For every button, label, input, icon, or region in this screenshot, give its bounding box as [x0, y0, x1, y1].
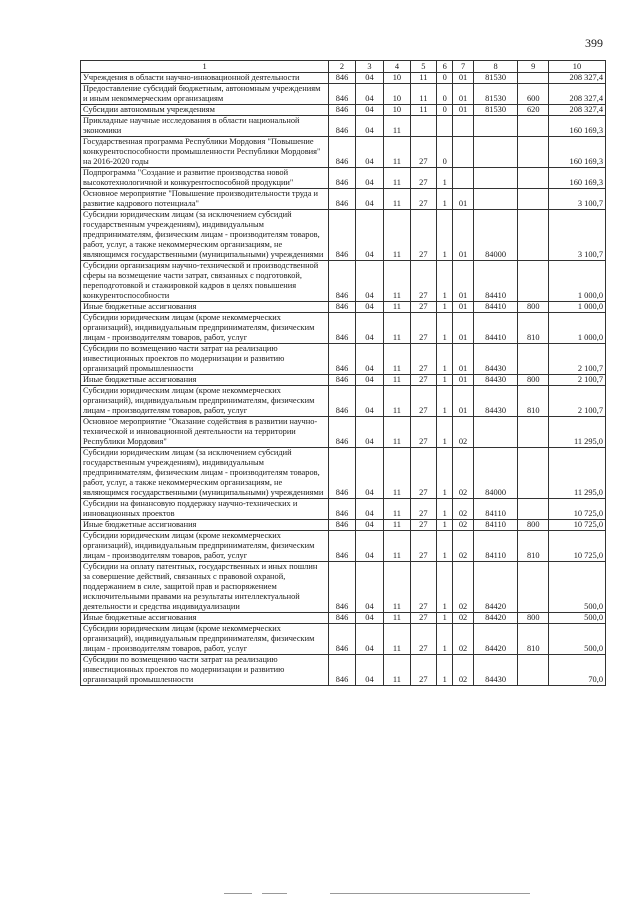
row-code-cell: 02: [453, 531, 473, 562]
row-code-cell: [453, 168, 473, 189]
row-amount-cell: 160 169,3: [548, 137, 605, 168]
row-code-cell: 11: [384, 520, 410, 531]
row-code-cell: 11: [384, 116, 410, 137]
row-name-cell: Субсидии юридическим лицам (кроме некоммерческих организаций), индивидуальным предпринимателям, физическим лицам - производителям товаров, работ, услуг: [81, 531, 329, 562]
row-code-cell: 27: [410, 302, 436, 313]
row-code-cell: 846: [329, 417, 355, 448]
column-header-6: 6: [437, 61, 453, 73]
row-code-cell: 04: [355, 116, 383, 137]
row-code-cell: 10: [384, 105, 410, 116]
row-name-cell: Субсидии на оплату патентных, государственных и иных пошлин за совершение действий, связанных с правовой охраной, поддержанием в силе, защитой прав и распоряжением исключительными правами на результаты интеллектуальной деятельности и средства индивидуализации: [81, 562, 329, 613]
row-code-cell: 04: [355, 624, 383, 655]
row-code-cell: 846: [329, 375, 355, 386]
row-code-cell: 0: [437, 137, 453, 168]
row-code-cell: 810: [518, 531, 549, 562]
row-amount-cell: 3 100,7: [548, 189, 605, 210]
row-code-cell: 0: [437, 73, 453, 84]
row-name-cell: Субсидии юридическим лицам (кроме некоммерческих организаций), индивидуальным предпринимателям, физическим лицам - производителям товаров, работ, услуг: [81, 624, 329, 655]
table-body: [81, 73, 606, 686]
row-code-cell: 846: [329, 386, 355, 417]
row-code-cell: 27: [410, 261, 436, 302]
row-code-cell: 27: [410, 655, 436, 686]
table-row: [81, 116, 606, 137]
footer-rule: [224, 893, 252, 894]
row-code-cell: 84410: [473, 302, 518, 313]
row-code-cell: 846: [329, 210, 355, 261]
header-row: [81, 61, 606, 73]
row-code-cell: [437, 116, 453, 137]
row-code-cell: 04: [355, 344, 383, 375]
row-code-cell: 1: [437, 624, 453, 655]
row-amount-cell: 3 100,7: [548, 210, 605, 261]
row-code-cell: [453, 137, 473, 168]
column-header-5: 5: [410, 61, 436, 73]
column-header-4: 4: [384, 61, 410, 73]
table-row: [81, 531, 606, 562]
row-code-cell: 81530: [473, 84, 518, 105]
row-code-cell: 01: [453, 189, 473, 210]
row-code-cell: 620: [518, 105, 549, 116]
column-header-9: 9: [518, 61, 549, 73]
row-code-cell: 11: [384, 168, 410, 189]
row-code-cell: 1: [437, 655, 453, 686]
page-number: 399: [585, 36, 603, 50]
row-name-cell: Прикладные научные исследования в области национальной экономики: [81, 116, 329, 137]
row-code-cell: 04: [355, 84, 383, 105]
row-code-cell: 11: [384, 624, 410, 655]
row-code-cell: 27: [410, 344, 436, 375]
row-amount-cell: 160 169,3: [548, 116, 605, 137]
table-row: [81, 562, 606, 613]
row-code-cell: 10: [384, 73, 410, 84]
row-code-cell: 11: [384, 189, 410, 210]
row-code-cell: 11: [384, 302, 410, 313]
row-code-cell: [518, 73, 549, 84]
row-amount-cell: 10 725,0: [548, 499, 605, 520]
row-code-cell: 04: [355, 137, 383, 168]
table-row: [81, 84, 606, 105]
row-code-cell: 846: [329, 189, 355, 210]
row-code-cell: 846: [329, 73, 355, 84]
row-code-cell: 1: [437, 562, 453, 613]
footer-rule: [330, 893, 530, 894]
row-code-cell: 846: [329, 344, 355, 375]
row-code-cell: 11: [384, 313, 410, 344]
row-code-cell: 0: [437, 84, 453, 105]
table-row: [81, 448, 606, 499]
row-code-cell: 11: [384, 386, 410, 417]
row-code-cell: 11: [384, 613, 410, 624]
row-amount-cell: 10 725,0: [548, 520, 605, 531]
row-code-cell: 11: [384, 375, 410, 386]
row-code-cell: [518, 344, 549, 375]
column-header-1: 1: [81, 61, 329, 73]
row-code-cell: 84430: [473, 655, 518, 686]
row-code-cell: 84430: [473, 375, 518, 386]
row-name-cell: Иные бюджетные ассигнования: [81, 613, 329, 624]
row-code-cell: [518, 210, 549, 261]
row-code-cell: 846: [329, 105, 355, 116]
row-code-cell: 27: [410, 375, 436, 386]
row-name-cell: Субсидии юридическим лицам (кроме некоммерческих организаций), индивидуальным предпринимателям, физическим лицам - производителям товаров, работ, услуг: [81, 313, 329, 344]
row-code-cell: 1: [437, 499, 453, 520]
row-code-cell: 84410: [473, 313, 518, 344]
row-name-cell: Основное мероприятие "Оказание содействия в развитии научно-технической и инновационной деятельности на территории Республики Мордовия": [81, 417, 329, 448]
row-code-cell: 846: [329, 531, 355, 562]
row-code-cell: 11: [384, 210, 410, 261]
table-row: [81, 168, 606, 189]
row-code-cell: 810: [518, 386, 549, 417]
row-name-cell: Иные бюджетные ассигнования: [81, 520, 329, 531]
table-row: [81, 73, 606, 84]
row-code-cell: 11: [384, 137, 410, 168]
table-row: [81, 655, 606, 686]
table-row: [81, 624, 606, 655]
row-name-cell: Основное мероприятие "Повышение производительности труда и развитие кадрового потенциала": [81, 189, 329, 210]
row-code-cell: 846: [329, 655, 355, 686]
row-code-cell: 01: [453, 302, 473, 313]
row-code-cell: 1: [437, 386, 453, 417]
row-code-cell: 846: [329, 313, 355, 344]
row-name-cell: Учреждения в области научно-инновационной деятельности: [81, 73, 329, 84]
row-code-cell: 27: [410, 499, 436, 520]
row-code-cell: 0: [437, 105, 453, 116]
row-code-cell: 846: [329, 499, 355, 520]
row-code-cell: 11: [410, 105, 436, 116]
row-code-cell: 04: [355, 520, 383, 531]
table-row: [81, 344, 606, 375]
row-code-cell: 84420: [473, 624, 518, 655]
row-code-cell: [410, 116, 436, 137]
row-name-cell: Субсидии автономным учреждениям: [81, 105, 329, 116]
row-amount-cell: 1 000,0: [548, 261, 605, 302]
row-amount-cell: 500,0: [548, 613, 605, 624]
row-code-cell: [518, 261, 549, 302]
row-code-cell: [518, 655, 549, 686]
footer-rule: [262, 893, 287, 894]
row-name-cell: Государственная программа Республики Мордовия "Повышение конкурентоспособности промышленности Республики Мордовия" на 2016-2020 годы: [81, 137, 329, 168]
column-header-8: 8: [473, 61, 518, 73]
row-name-cell: Иные бюджетные ассигнования: [81, 375, 329, 386]
row-code-cell: 01: [453, 210, 473, 261]
row-code-cell: 846: [329, 116, 355, 137]
row-amount-cell: 500,0: [548, 562, 605, 613]
row-code-cell: [518, 189, 549, 210]
row-code-cell: 1: [437, 531, 453, 562]
row-code-cell: 04: [355, 499, 383, 520]
row-amount-cell: 2 100,7: [548, 375, 605, 386]
row-code-cell: 810: [518, 624, 549, 655]
row-code-cell: 846: [329, 137, 355, 168]
row-code-cell: 01: [453, 344, 473, 375]
row-code-cell: 27: [410, 613, 436, 624]
row-code-cell: 84410: [473, 261, 518, 302]
row-amount-cell: 10 725,0: [548, 531, 605, 562]
row-code-cell: 84110: [473, 499, 518, 520]
row-amount-cell: 11 295,0: [548, 417, 605, 448]
row-code-cell: 10: [384, 84, 410, 105]
row-code-cell: [518, 137, 549, 168]
row-code-cell: 27: [410, 531, 436, 562]
row-code-cell: 04: [355, 655, 383, 686]
row-name-cell: Иные бюджетные ассигнования: [81, 302, 329, 313]
row-amount-cell: 1 000,0: [548, 302, 605, 313]
table-row: [81, 313, 606, 344]
row-code-cell: 11: [384, 448, 410, 499]
row-code-cell: 81530: [473, 73, 518, 84]
table-row: [81, 417, 606, 448]
row-code-cell: 11: [384, 499, 410, 520]
row-code-cell: 02: [453, 613, 473, 624]
row-code-cell: [473, 137, 518, 168]
row-code-cell: 04: [355, 302, 383, 313]
row-code-cell: 02: [453, 655, 473, 686]
row-code-cell: 01: [453, 375, 473, 386]
row-amount-cell: 160 169,3: [548, 168, 605, 189]
table-row: [81, 105, 606, 116]
row-name-cell: Субсидии по возмещению части затрат на реализацию инвестиционных проектов по модернизации и развитию организаций промышленности: [81, 655, 329, 686]
row-code-cell: [473, 116, 518, 137]
row-code-cell: 04: [355, 448, 383, 499]
row-code-cell: [518, 417, 549, 448]
row-code-cell: 810: [518, 313, 549, 344]
row-amount-cell: 70,0: [548, 655, 605, 686]
row-code-cell: 04: [355, 562, 383, 613]
row-code-cell: 27: [410, 168, 436, 189]
row-code-cell: 02: [453, 499, 473, 520]
column-header-3: 3: [355, 61, 383, 73]
row-code-cell: 1: [437, 168, 453, 189]
row-code-cell: 846: [329, 84, 355, 105]
row-code-cell: 01: [453, 386, 473, 417]
row-code-cell: 800: [518, 613, 549, 624]
row-code-cell: 04: [355, 417, 383, 448]
row-code-cell: 1: [437, 344, 453, 375]
row-code-cell: 04: [355, 531, 383, 562]
row-code-cell: 27: [410, 386, 436, 417]
row-code-cell: 81530: [473, 105, 518, 116]
row-code-cell: 1: [437, 189, 453, 210]
table-row: [81, 375, 606, 386]
row-amount-cell: 208 327,4: [548, 84, 605, 105]
row-amount-cell: 208 327,4: [548, 73, 605, 84]
column-header-10: 10: [548, 61, 605, 73]
row-code-cell: 04: [355, 375, 383, 386]
row-code-cell: 1: [437, 261, 453, 302]
row-code-cell: [473, 189, 518, 210]
row-code-cell: 800: [518, 302, 549, 313]
row-code-cell: 11: [384, 531, 410, 562]
row-code-cell: 800: [518, 520, 549, 531]
row-code-cell: 11: [410, 73, 436, 84]
row-code-cell: 84420: [473, 613, 518, 624]
row-code-cell: 1: [437, 210, 453, 261]
row-code-cell: 84110: [473, 531, 518, 562]
row-code-cell: 04: [355, 386, 383, 417]
row-code-cell: 1: [437, 313, 453, 344]
row-code-cell: 01: [453, 73, 473, 84]
row-amount-cell: 2 100,7: [548, 344, 605, 375]
row-code-cell: 01: [453, 84, 473, 105]
row-code-cell: 84000: [473, 448, 518, 499]
row-code-cell: [518, 448, 549, 499]
row-amount-cell: 500,0: [548, 624, 605, 655]
row-code-cell: 27: [410, 417, 436, 448]
row-name-cell: Субсидии юридическим лицам (за исключением субсидий государственным учреждениям), индивидуальным предпринимателям, физическим лицам - производителям товаров, работ, услуг, а также некоммерческим организациям, не являющимся государственными (муниципальными) учреждениями: [81, 448, 329, 499]
row-code-cell: 27: [410, 313, 436, 344]
row-code-cell: 04: [355, 210, 383, 261]
row-code-cell: [518, 499, 549, 520]
table-row: [81, 520, 606, 531]
row-code-cell: 11: [384, 655, 410, 686]
row-code-cell: [473, 417, 518, 448]
row-code-cell: 846: [329, 302, 355, 313]
row-name-cell: Предоставление субсидий бюджетным, автономным учреждениям и иным некоммерческим организациям: [81, 84, 329, 105]
row-code-cell: 04: [355, 73, 383, 84]
row-code-cell: 27: [410, 189, 436, 210]
row-code-cell: 04: [355, 261, 383, 302]
row-code-cell: 11: [384, 562, 410, 613]
row-code-cell: 11: [384, 261, 410, 302]
row-code-cell: 846: [329, 168, 355, 189]
row-code-cell: 27: [410, 448, 436, 499]
row-code-cell: 846: [329, 562, 355, 613]
row-code-cell: 02: [453, 520, 473, 531]
row-code-cell: [518, 116, 549, 137]
row-code-cell: 02: [453, 624, 473, 655]
row-code-cell: 02: [453, 417, 473, 448]
row-code-cell: 27: [410, 520, 436, 531]
row-amount-cell: 2 100,7: [548, 386, 605, 417]
row-code-cell: 800: [518, 375, 549, 386]
row-code-cell: 02: [453, 448, 473, 499]
row-code-cell: 846: [329, 613, 355, 624]
row-code-cell: 1: [437, 375, 453, 386]
row-code-cell: 11: [384, 344, 410, 375]
column-header-2: 2: [329, 61, 355, 73]
row-code-cell: 600: [518, 84, 549, 105]
budget-table: [80, 60, 606, 686]
row-code-cell: 04: [355, 168, 383, 189]
table-row: [81, 613, 606, 624]
table-row: [81, 261, 606, 302]
row-code-cell: 04: [355, 105, 383, 116]
row-code-cell: 27: [410, 137, 436, 168]
row-name-cell: Субсидии организациям научно-технической и производственной сферы на возмещение части затрат, связанных с подготовкой, переподготовкой и стажировкой кадров в целях повышения конкурентоспособности: [81, 261, 329, 302]
row-code-cell: 1: [437, 520, 453, 531]
row-code-cell: 04: [355, 189, 383, 210]
row-code-cell: 846: [329, 448, 355, 499]
row-code-cell: 84430: [473, 386, 518, 417]
row-code-cell: 01: [453, 313, 473, 344]
row-code-cell: 11: [384, 417, 410, 448]
row-code-cell: 84430: [473, 344, 518, 375]
row-code-cell: 846: [329, 520, 355, 531]
row-name-cell: Субсидии юридическим лицам (кроме некоммерческих организаций), индивидуальным предпринимателям, физическим лицам - производителям товаров, работ, услуг: [81, 386, 329, 417]
row-code-cell: 84110: [473, 520, 518, 531]
table-row: [81, 210, 606, 261]
row-code-cell: 84000: [473, 210, 518, 261]
table-row: [81, 386, 606, 417]
table-row: [81, 302, 606, 313]
row-code-cell: 11: [410, 84, 436, 105]
row-name-cell: Субсидии юридическим лицам (за исключением субсидий государственным учреждениям), индивидуальным предпринимателям, физическим лицам - производителям товаров, работ, услуг, а также некоммерческим организациям, не являющимся государственными (муниципальными) учреждениями: [81, 210, 329, 261]
table-row: [81, 189, 606, 210]
row-code-cell: [473, 168, 518, 189]
row-code-cell: [518, 168, 549, 189]
row-code-cell: 846: [329, 261, 355, 302]
table-row: [81, 137, 606, 168]
row-code-cell: 27: [410, 624, 436, 655]
row-code-cell: 02: [453, 562, 473, 613]
row-amount-cell: 11 295,0: [548, 448, 605, 499]
row-amount-cell: 1 000,0: [548, 313, 605, 344]
row-code-cell: 27: [410, 562, 436, 613]
row-code-cell: 01: [453, 105, 473, 116]
row-code-cell: 27: [410, 210, 436, 261]
row-code-cell: 1: [437, 417, 453, 448]
row-name-cell: Субсидии по возмещению части затрат на реализацию инвестиционных проектов по модернизации и развитию организаций промышленности: [81, 344, 329, 375]
row-code-cell: 84420: [473, 562, 518, 613]
row-name-cell: Подпрограмма "Создание и развитие производства новой высокотехнологичной и конкурентоспособной продукции": [81, 168, 329, 189]
row-code-cell: 04: [355, 613, 383, 624]
column-header-7: 7: [453, 61, 473, 73]
row-code-cell: 04: [355, 313, 383, 344]
row-code-cell: 846: [329, 624, 355, 655]
row-code-cell: 1: [437, 613, 453, 624]
row-name-cell: Субсидии на финансовую поддержку научно-технических и инновационных проектов: [81, 499, 329, 520]
row-code-cell: [518, 562, 549, 613]
row-code-cell: 01: [453, 261, 473, 302]
row-amount-cell: 208 327,4: [548, 105, 605, 116]
table-row: [81, 499, 606, 520]
row-code-cell: 1: [437, 302, 453, 313]
row-code-cell: [453, 116, 473, 137]
row-code-cell: 1: [437, 448, 453, 499]
